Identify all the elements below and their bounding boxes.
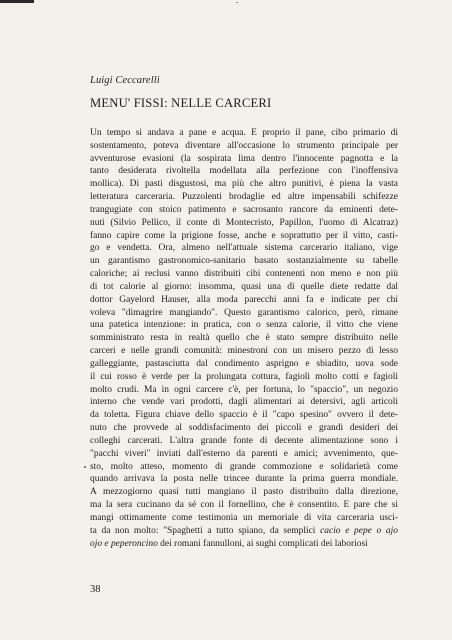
text-line: di tot calorie al giorno: insomma, quasi una di quelle diete redatte dal [90,281,398,292]
text-line: somministrato resta in realtà quello che è stato sempre distribuito nelle [90,333,398,344]
text-line: una patetica intenzione: in pratica, con o senza calorie, il vitto che viene [90,320,398,331]
text-line: quando arrivava la posta nelle trincee durante la prima guerra mondiale. [90,474,398,485]
text-line: galleggiante, pastasciutta dal condimento asprigno e sbiadito, uova sode [90,358,398,369]
text-line: da toletta. Figura chiave dello spaccio è il "capo spesino" ovvero il dete- [90,410,398,421]
body-text [90,127,398,550]
scan-edge-mark [0,0,34,3]
text-line: avventurose evasioni (la sospirata lima dentro l'innocente pagnotta e la [90,153,398,164]
text-line: nuti (Silvio Pellico, il conte di Montecristo, Papillon, l'uomo di Alcatraz) [90,217,398,228]
text-line: go e vendetta. Ora, almeno nell'attuale sistema carcerario italiano, vige [90,243,398,254]
text-line: ma la sera cucinano da sé con il fornellino, che è consentito. E pare che si [90,500,398,511]
chapter-title: MENU' FISSI: NELLE CARCERI [90,96,272,110]
text-line: sostentamento, poteva diventare all'occasione lo strumento principale per [90,140,398,151]
text-line: fanno capire come la prigione fosse, anche e soprattutto per il vitto, casti- [90,230,398,241]
text-line: molto crudi. Ma in ogni carcere c'è, per fortuna, lo "spaccio", un negozio [90,384,398,395]
text-line: A mezzogiorno quasi tutti mangiano il pasto distribuito dalla direzione, [90,487,398,498]
text-line: interno che vende vari prodotti, dagli alimentari ai detersivi, agli articoli [90,397,398,408]
text-line: sto, molto atteso, momento di grande commozione e solidarietà come [90,461,398,472]
text-line: voleva "dimagrire mangiando". Questo garantismo calorico, però, rimane [90,307,398,318]
author-name: Luigi Ceccarelli [90,75,160,86]
scan-speck [236,2,238,3]
text-line: colleghi carcerati. L'altra grande fonte di decente alimentazione sono i [90,435,398,446]
page-number: 38 [90,584,101,595]
text-line: mollica). Di pasti disgustosi, ma più che altro punitivi, è piena la vasta [90,179,398,190]
text-line: caloriche; ai reclusi vanno distribuiti cibi contenenti non meno e non più [90,269,398,280]
text-line: un garantismo gastronomico-sanitario basato sostanzialmente su tabelle [90,256,398,267]
text-line: il cui rosso è verde per la prolungata cottura, fagioli molto cotti e fagioli [90,371,398,382]
text-line: "pacchi viveri" inviati dall'esterno da parenti e amici; avvenimento, que- [90,448,398,459]
text-line: Un tempo si andava a pane e acqua. E proprio il pane, cibo primario di [90,128,398,138]
margin-mark [84,466,86,468]
text-line: carceri e nelle grandi comunità: minestroni con un misero pezzo di lesso [90,346,398,357]
text-line: ojo e peperoncino dei romani fannulloni, ai sughi complicati dei laboriosi [90,538,368,549]
text-line: tanto desiderata rivoltella modellata alla perfezione con l'inoffensiva [90,166,398,177]
text-line: nuto che provvede al soddisfacimento dei piccoli e grandi desideri dei [90,423,398,434]
text-line: dottor Gayelord Hauser, alla moda parecchi anni fa e indicate per chi [90,294,398,305]
text-line: letteratura carceraria. Puzzolenti brodaglie ed altre impensabili schifezze [90,192,398,203]
text-line: ta da non molto: "Spaghetti a tutto spiano, da semplici cacio e pepe o ajo [90,525,398,536]
text-line: trangugiate con stoico patimento e sacrosanto rancore da eminenti dete- [90,204,398,215]
text-line: mangi ottimamente come testimonia un memoriale di vita carceraria usci- [90,512,398,523]
